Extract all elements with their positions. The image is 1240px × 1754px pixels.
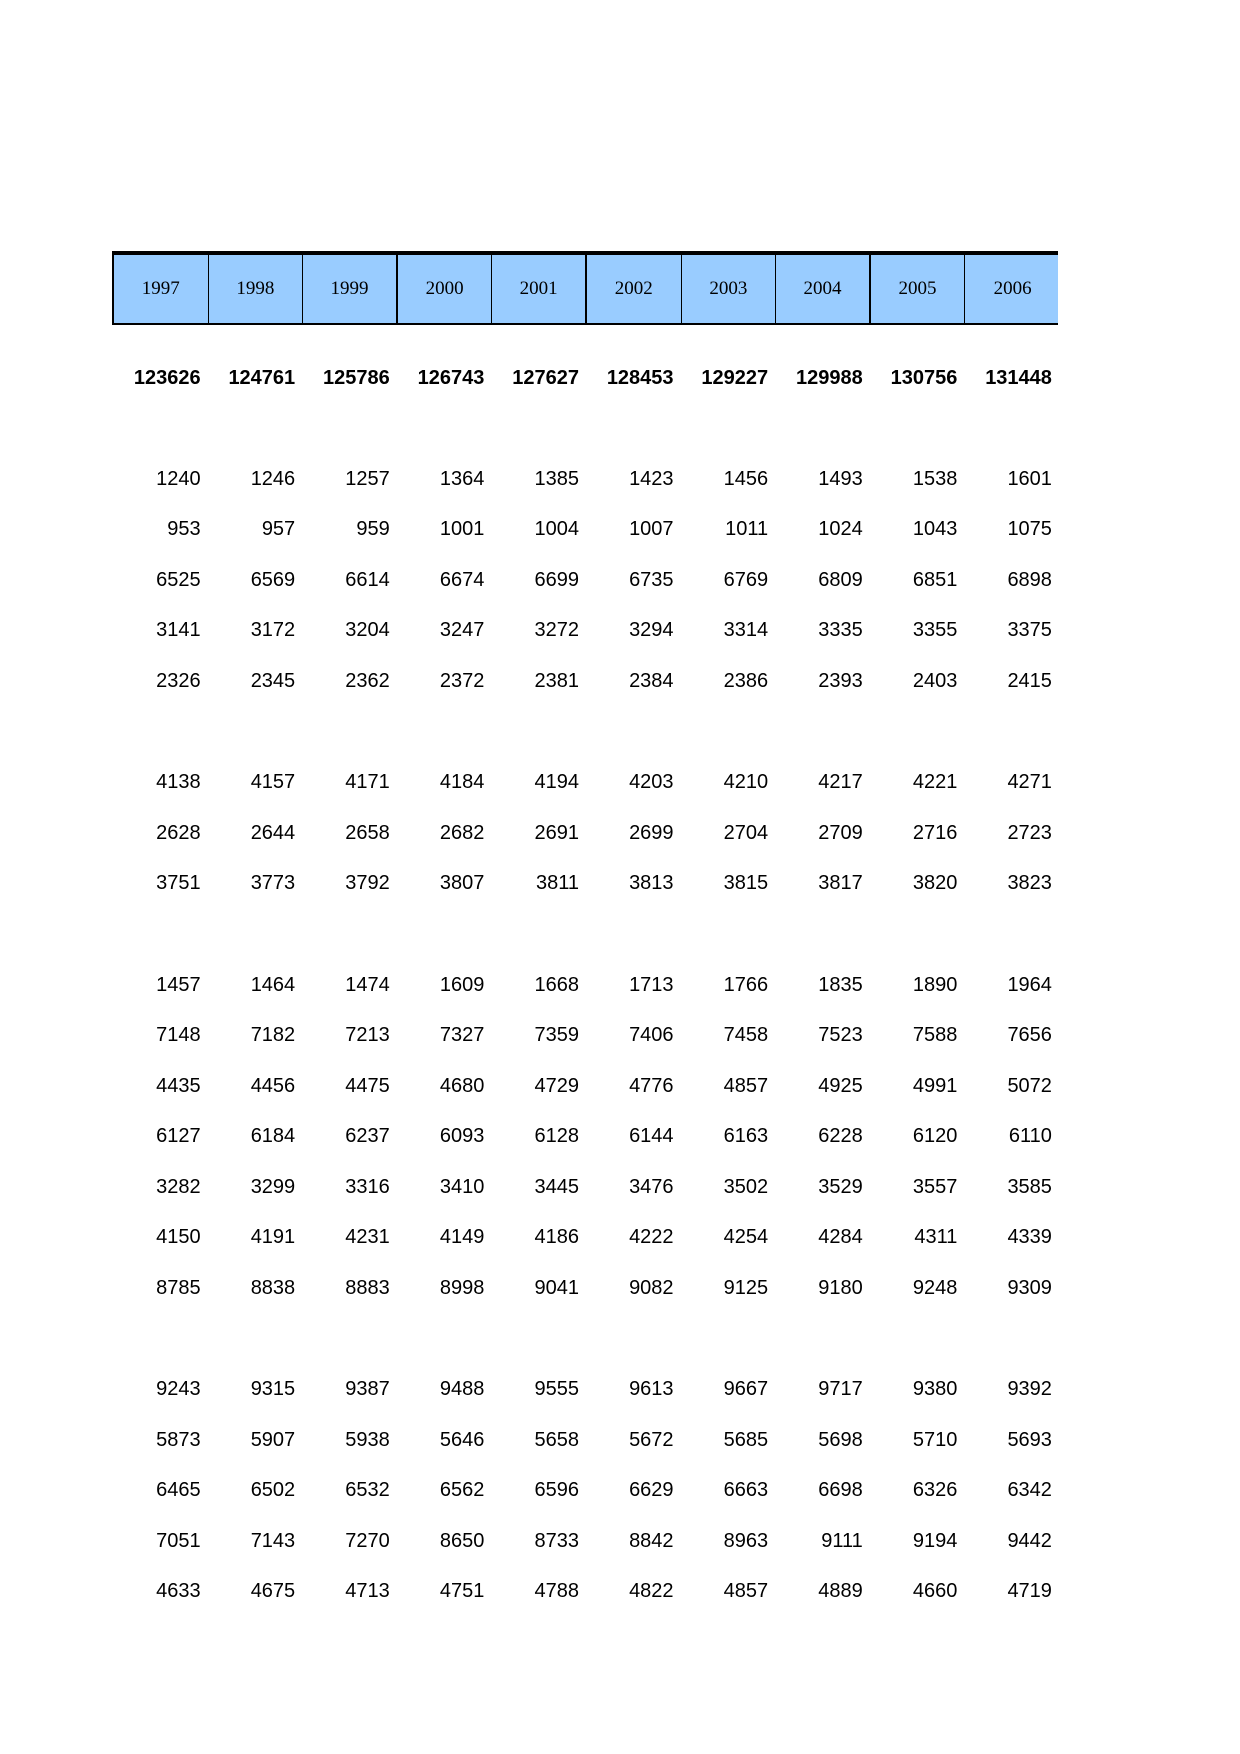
table-cell: 3820 — [912, 872, 958, 895]
table-cell: 4149 — [439, 1226, 485, 1249]
table-cell: 2716 — [912, 821, 958, 844]
table-cell: 1004 — [534, 518, 579, 541]
table-cell: 5907 — [250, 1428, 296, 1451]
year-header-row — [112, 251, 1058, 325]
table-cell: 9613 — [629, 1378, 674, 1401]
table-cell: 6184 — [250, 1125, 296, 1148]
table-cell: 9125 — [723, 1276, 769, 1299]
table-cell: 6110 — [1008, 1125, 1052, 1148]
table-cell: 3823 — [1007, 872, 1052, 895]
table-cell: 3751 — [156, 872, 201, 895]
table-cell: 2393 — [818, 669, 863, 692]
total-cell: 123626 — [133, 366, 201, 389]
year-header-cell: 2004 — [776, 255, 871, 323]
year-header-cell: 2005 — [871, 255, 966, 323]
table-cell: 1464 — [250, 973, 296, 996]
table-cell: 4150 — [156, 1226, 201, 1249]
table-cell: 6674 — [439, 568, 485, 591]
total-cell: 126743 — [417, 366, 485, 389]
table-cell: 9488 — [439, 1378, 485, 1401]
table-cell: 6629 — [629, 1479, 674, 1502]
table-cell: 6326 — [912, 1479, 958, 1502]
table-cell: 9180 — [818, 1276, 863, 1299]
table-cell: 7588 — [912, 1024, 958, 1047]
table-cell: 6228 — [818, 1125, 863, 1148]
table-cell: 4191 — [250, 1226, 296, 1249]
table-cell: 4203 — [629, 771, 674, 794]
table-cell: 3272 — [534, 619, 579, 642]
table-cell: 7406 — [629, 1024, 674, 1047]
table-row — [112, 1011, 1058, 1062]
table-row — [112, 1213, 1058, 1264]
table-cell: 2415 — [1007, 669, 1052, 692]
table-cell: 3585 — [1007, 1175, 1052, 1198]
table-row — [112, 454, 1058, 505]
table-cell: 1246 — [250, 467, 296, 490]
table-cell: 9082 — [629, 1276, 674, 1299]
table-cell: 6898 — [1007, 568, 1052, 591]
table-cell: 7182 — [250, 1024, 296, 1047]
table-cell: 6502 — [250, 1479, 296, 1502]
table-cell: 4660 — [912, 1580, 958, 1603]
table-cell: 2345 — [250, 669, 296, 692]
table-cell: 4339 — [1007, 1226, 1052, 1249]
table-cell: 3792 — [345, 872, 390, 895]
table-cell: 1043 — [912, 518, 958, 541]
table-cell: 8733 — [534, 1529, 579, 1552]
table-cell: 6769 — [723, 568, 769, 591]
table-cell: 3299 — [250, 1175, 296, 1198]
table-cell: 7327 — [439, 1024, 485, 1047]
table-cell: 4889 — [818, 1580, 863, 1603]
table-cell: 3813 — [629, 872, 674, 895]
table-cell: 6614 — [345, 568, 390, 591]
table-cell: 9111 — [821, 1529, 863, 1552]
table-cell: 7270 — [345, 1529, 390, 1552]
table-cell: 3335 — [818, 619, 863, 642]
table-cell: 6163 — [723, 1125, 769, 1148]
table-cell: 1024 — [818, 518, 863, 541]
table-cell: 4788 — [534, 1580, 579, 1603]
table-row — [112, 1263, 1058, 1314]
table-cell: 3314 — [723, 619, 769, 642]
table-cell: 1001 — [439, 518, 485, 541]
table-cell: 6699 — [534, 568, 579, 591]
table-cell: 4680 — [439, 1074, 485, 1097]
total-cell: 124761 — [228, 366, 296, 389]
table-cell: 9392 — [1007, 1378, 1052, 1401]
year-header-cell: 1997 — [114, 255, 209, 323]
table-cell: 7051 — [156, 1529, 201, 1552]
table-cell: 4719 — [1007, 1580, 1052, 1603]
table-cell: 4271 — [1007, 771, 1052, 794]
table-cell: 3410 — [439, 1175, 485, 1198]
table-cell: 7213 — [345, 1024, 390, 1047]
table-cell: 9243 — [156, 1378, 201, 1401]
group-spacer — [112, 403, 1058, 454]
table-cell: 4217 — [818, 771, 863, 794]
table-cell: 1601 — [1007, 467, 1052, 490]
table-row — [112, 606, 1058, 657]
total-cell: 128453 — [606, 366, 674, 389]
table-cell: 4675 — [250, 1580, 296, 1603]
table-cell: 9315 — [250, 1378, 296, 1401]
table-row — [112, 1516, 1058, 1567]
table-cell: 5672 — [629, 1428, 674, 1451]
table-cell: 1493 — [818, 467, 863, 490]
year-header-cell: 2006 — [993, 278, 1032, 299]
total-cell: 129227 — [701, 366, 769, 389]
table-cell: 3282 — [156, 1175, 201, 1198]
table-cell: 3247 — [439, 619, 485, 642]
table-row — [112, 555, 1058, 606]
table-row — [112, 1365, 1058, 1416]
total-cell: 131448 — [985, 366, 1052, 389]
table-cell: 4729 — [534, 1074, 579, 1097]
table-cell: 6562 — [439, 1479, 485, 1502]
year-header-cell: 1998 — [209, 255, 304, 323]
table-cell: 3773 — [250, 872, 296, 895]
table-cell: 4254 — [723, 1226, 769, 1249]
table-cell: 9717 — [818, 1378, 863, 1401]
table-cell: 1257 — [345, 467, 390, 490]
table-cell: 4925 — [818, 1074, 863, 1097]
table-row — [112, 859, 1058, 910]
table-row — [112, 1162, 1058, 1213]
group-spacer — [112, 707, 1058, 758]
table-cell: 1075 — [1007, 518, 1052, 541]
table-cell: 1457 — [156, 973, 201, 996]
year-header-cell: 2001 — [492, 255, 587, 323]
total-cell: 125786 — [323, 366, 390, 389]
table-cell: 6532 — [345, 1479, 390, 1502]
year-header-cell: 2003 — [682, 255, 777, 323]
table-cell: 6851 — [912, 568, 958, 591]
table-cell: 5685 — [723, 1428, 769, 1451]
table-row — [112, 1466, 1058, 1517]
table-row — [112, 808, 1058, 859]
table-cell: 3815 — [723, 872, 769, 895]
table-cell: 1668 — [534, 973, 579, 996]
table-cell: 4991 — [912, 1074, 958, 1097]
year-header-cell: 2000 — [398, 255, 493, 323]
table-cell: 4857 — [723, 1074, 769, 1097]
table-cell: 2403 — [912, 669, 958, 692]
table-cell: 2384 — [629, 669, 674, 692]
table-cell: 1538 — [912, 467, 958, 490]
table-cell: 6128 — [534, 1125, 579, 1148]
table-cell: 3502 — [723, 1175, 769, 1198]
table-cell: 953 — [167, 518, 201, 541]
table-cell: 3807 — [439, 872, 485, 895]
table-cell: 5698 — [818, 1428, 863, 1451]
table-cell: 9248 — [912, 1276, 958, 1299]
table-cell: 3557 — [912, 1175, 958, 1198]
table-cell: 6735 — [629, 568, 674, 591]
table-row — [112, 1567, 1058, 1618]
group-spacer — [112, 909, 1058, 960]
table-cell: 959 — [356, 518, 390, 541]
total-cell: 130756 — [890, 366, 958, 389]
table-row — [112, 505, 1058, 556]
table-cell: 3204 — [345, 619, 390, 642]
table-cell: 1011 — [725, 518, 769, 541]
table-cell: 9309 — [1007, 1276, 1052, 1299]
table-cell: 4857 — [723, 1580, 769, 1603]
group-spacer — [112, 1314, 1058, 1365]
table-cell: 5658 — [534, 1428, 579, 1451]
table-row — [112, 1112, 1058, 1163]
table-cell: 8650 — [439, 1529, 485, 1552]
table-cell: 6144 — [629, 1125, 674, 1148]
table-cell: 7359 — [534, 1024, 579, 1047]
table-cell: 4713 — [345, 1580, 390, 1603]
table-cell: 9442 — [1007, 1529, 1052, 1552]
table-cell: 3817 — [818, 872, 863, 895]
table-cell: 1890 — [912, 973, 958, 996]
table-cell: 6569 — [250, 568, 296, 591]
table-cell: 4311 — [914, 1226, 958, 1249]
table-cell: 8963 — [723, 1529, 769, 1552]
table-cell: 9667 — [723, 1378, 769, 1401]
table-cell: 4194 — [534, 771, 579, 794]
table-cell: 957 — [261, 518, 296, 541]
table-cell: 6093 — [439, 1125, 485, 1148]
table-cell: 2682 — [439, 821, 485, 844]
table-cell: 7458 — [723, 1024, 769, 1047]
table-cell: 8998 — [439, 1276, 485, 1299]
table-cell: 4284 — [818, 1226, 863, 1249]
table-cell: 6809 — [818, 568, 863, 591]
table-cell: 3294 — [629, 619, 674, 642]
table-cell: 1609 — [439, 973, 485, 996]
table-cell: 8838 — [250, 1276, 296, 1299]
total-cell: 129988 — [796, 366, 863, 389]
table-cell: 2704 — [723, 821, 769, 844]
table-cell: 4222 — [629, 1226, 674, 1249]
table-cell: 9380 — [912, 1378, 958, 1401]
table-cell: 2699 — [629, 821, 674, 844]
table-cell: 2372 — [439, 669, 485, 692]
table-row — [112, 960, 1058, 1011]
table-cell: 2644 — [250, 821, 296, 844]
table-cell: 2709 — [818, 821, 863, 844]
table-cell: 6127 — [156, 1125, 201, 1148]
table-cell: 4751 — [439, 1580, 485, 1603]
table-cell: 4157 — [250, 771, 296, 794]
table-cell: 5938 — [345, 1428, 390, 1451]
table-row — [112, 1061, 1058, 1112]
table-cell: 2326 — [156, 669, 201, 692]
table-cell: 4210 — [723, 771, 769, 794]
table-cell: 4221 — [912, 771, 958, 794]
table-cell: 1364 — [439, 467, 485, 490]
data-table — [112, 251, 1058, 1617]
table-cell: 5646 — [439, 1428, 485, 1451]
table-cell: 9555 — [534, 1378, 579, 1401]
table-cell: 9387 — [345, 1378, 390, 1401]
table-cell: 4186 — [534, 1226, 579, 1249]
table-cell: 1766 — [723, 973, 769, 996]
table-cell: 2658 — [345, 821, 390, 844]
table-cell: 5072 — [1007, 1074, 1052, 1097]
table-cell: 2723 — [1007, 821, 1052, 844]
table-cell: 4822 — [629, 1580, 674, 1603]
table-cell: 6663 — [723, 1479, 769, 1502]
table-cell: 6698 — [818, 1479, 863, 1502]
table-cell: 6596 — [534, 1479, 579, 1502]
table-cell: 8785 — [156, 1276, 201, 1299]
table-cell: 7148 — [156, 1024, 201, 1047]
table-cell: 4776 — [629, 1074, 674, 1097]
table-cell: 9041 — [534, 1276, 579, 1299]
table-cell: 3172 — [250, 619, 296, 642]
table-row — [112, 656, 1058, 707]
table-row — [112, 758, 1058, 809]
table-cell: 8883 — [345, 1276, 390, 1299]
table-cell: 4435 — [156, 1074, 201, 1097]
table-cell: 3375 — [1007, 619, 1052, 642]
table-cell: 7143 — [250, 1529, 296, 1552]
table-cell: 1964 — [1007, 973, 1052, 996]
table-body — [112, 403, 1058, 1617]
table-cell: 4171 — [345, 771, 390, 794]
table-cell: 6120 — [912, 1125, 958, 1148]
table-cell: 6525 — [156, 568, 201, 591]
table-cell: 6465 — [156, 1479, 201, 1502]
table-cell: 4231 — [345, 1226, 390, 1249]
table-row — [112, 1415, 1058, 1466]
table-cell: 3529 — [818, 1175, 863, 1198]
table-cell: 4475 — [345, 1074, 390, 1097]
table-cell: 7656 — [1007, 1024, 1052, 1047]
table-cell: 2628 — [156, 821, 201, 844]
table-cell: 4184 — [439, 771, 485, 794]
table-cell: 1240 — [156, 467, 201, 490]
table-cell: 6237 — [345, 1125, 390, 1148]
table-cell: 3476 — [629, 1175, 674, 1198]
table-cell: 4138 — [156, 771, 201, 794]
year-header-cell: 1999 — [303, 255, 398, 323]
table-cell: 2386 — [723, 669, 769, 692]
table-cell: 1385 — [534, 467, 579, 490]
table-cell: 4456 — [250, 1074, 296, 1097]
table-cell: 3445 — [534, 1175, 579, 1198]
table-cell: 3355 — [912, 619, 958, 642]
table-cell: 8842 — [629, 1529, 674, 1552]
table-cell: 1007 — [629, 518, 674, 541]
table-cell: 2362 — [345, 669, 390, 692]
table-cell: 9194 — [912, 1529, 958, 1552]
table-cell: 3316 — [345, 1175, 390, 1198]
table-cell: 1423 — [629, 467, 674, 490]
table-cell: 3811 — [535, 872, 579, 895]
table-cell: 7523 — [818, 1024, 863, 1047]
table-cell: 1456 — [723, 467, 769, 490]
table-cell: 4633 — [156, 1580, 201, 1603]
total-cell: 127627 — [512, 366, 579, 389]
year-header-cell: 2002 — [587, 255, 682, 323]
table-cell: 5693 — [1007, 1428, 1052, 1451]
table-cell: 2691 — [534, 821, 579, 844]
table-cell: 5710 — [912, 1428, 958, 1451]
total-row — [112, 353, 1058, 403]
table-cell: 2381 — [534, 669, 579, 692]
table-cell: 5873 — [156, 1428, 201, 1451]
table-cell: 1474 — [345, 973, 390, 996]
table-cell: 3141 — [156, 619, 201, 642]
table-cell: 1713 — [629, 973, 674, 996]
table-cell: 6342 — [1007, 1479, 1052, 1502]
table-cell: 1835 — [818, 973, 863, 996]
